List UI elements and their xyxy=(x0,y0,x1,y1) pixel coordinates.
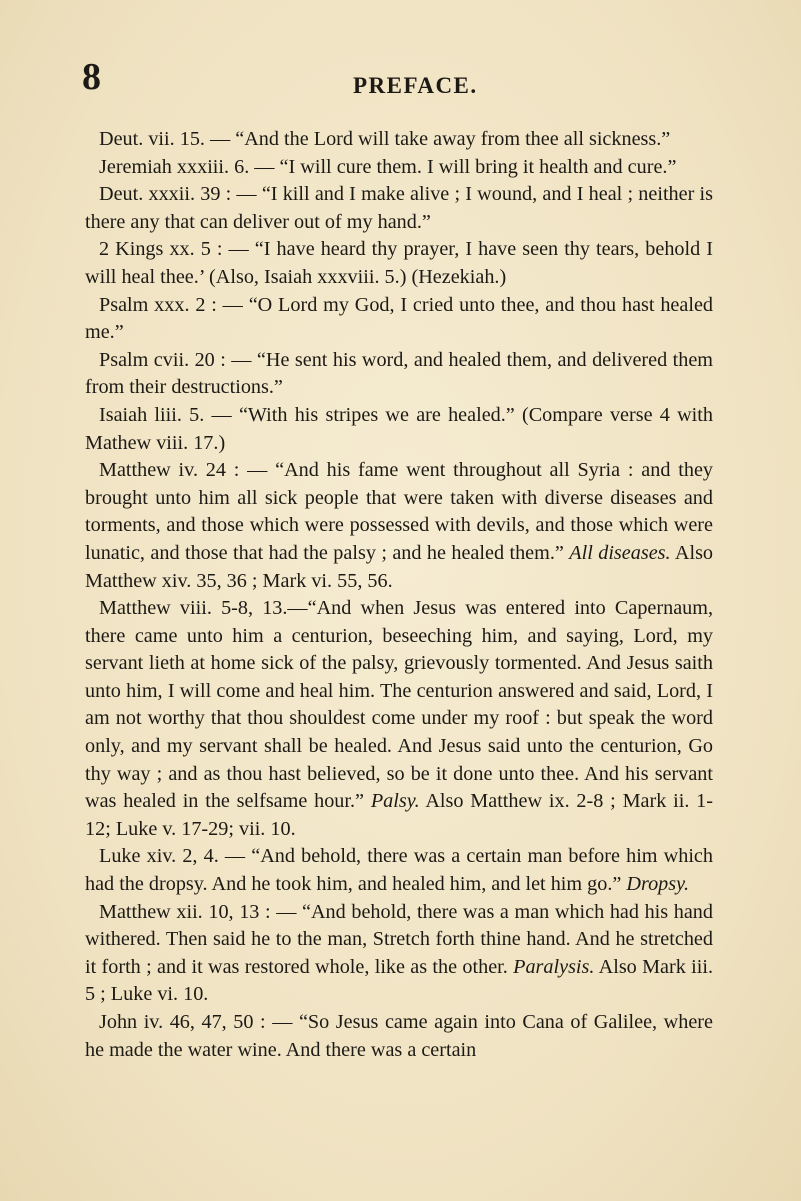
entry-deut-vii xyxy=(85,126,713,154)
entry-text: Deut. xxxii. 39 : — “I kill and I make alive ; I wound, and I heal ; neither is there any that can deliver out of my hand.” xyxy=(85,183,713,233)
entry-note: Dropsy. xyxy=(626,873,690,896)
entry-text: John iv. 46, 47, 50 : — “So Jesus came again into Cana of Galilee, where he made the water wine. And there was a certain xyxy=(85,1011,713,1061)
entry-jeremiah-xxxiii xyxy=(85,154,713,182)
entry-text: Matthew xii. 10, 13 : — “And behold, there was a man which had his hand withered. Then said he to the man, Stretch forth thine hand. And he stretched it forth ; and it was restored whole, like as the other. xyxy=(85,900,713,978)
entry-text: 2 Kings xx. 5 : — “I have heard thy prayer, I have seen thy tears, behold I will heal thee.’ (Also, Isaiah xxxviii. 5.) (Hezekiah.) xyxy=(85,238,713,288)
entry-isaiah-liii xyxy=(85,402,713,457)
entry-text: Matthew iv. 24 : — “And his fame went throughout all Syria : and they brought unto him all sick people that were taken with diverse diseases and torments, and those which were possessed with devils, and those which were lunatic, and those that had the palsy ; and he healed them.” xyxy=(85,459,713,564)
page-number: 8 xyxy=(82,56,101,98)
body-text xyxy=(85,126,713,1064)
entry-text: Jeremiah xxxiii. 6. — “I will cure them. I will bring it health and cure.” xyxy=(99,155,677,178)
entry-note: Paralysis. xyxy=(513,955,595,978)
entry-note: All diseases. xyxy=(569,541,671,564)
entry-text: Psalm cvii. 20 : — “He sent his word, and healed them, and delivered them from their destructions.” xyxy=(85,348,713,399)
entry-text: Luke xiv. 2, 4. — “And behold, there was a certain man before him which had the dropsy. And he took him, and healed him, and let him go.” xyxy=(85,845,713,896)
entry-note: Palsy. xyxy=(370,790,420,813)
entry-psalm-xxx xyxy=(85,292,713,347)
entry-john-iv xyxy=(85,1009,713,1064)
entry-matthew-xii xyxy=(85,899,713,1009)
entry-luke-xiv xyxy=(85,843,713,898)
entry-after: Also Matthew xiv. 35, 36 ; Mark vi. 55, 56. xyxy=(85,541,714,592)
entry-text: Psalm xxx. 2 : — “O Lord my God, I cried unto thee, and thou hast healed me.” xyxy=(85,293,713,344)
running-head: PREFACE. xyxy=(353,73,478,98)
entry-2-kings-xx xyxy=(85,236,713,291)
entry-matthew-iv xyxy=(85,457,713,595)
entry-text: Matthew viii. 5-8, 13.—“And when Jesus was entered into Capernaum, there came unto him a centurion, beseeching him, and saying, Lord, my servant lieth at home sick of the palsy, grievously tormented. And Jesus saith unto him, I will come and heal him. The centurion answered and said, Lord, I am not worthy that thou shouldest come under my roof : but speak the word only, and my servant shall be healed. And Jesus said unto the centurion, Go thy way ; and as thou hast believed, so be it done unto thee. And his servant was healed in the selfsame hour.” xyxy=(85,597,713,813)
entry-text: Deut. vii. 15. — “And the Lord will take away from thee all sickness.” xyxy=(99,128,671,150)
entry-after: Also Matthew ix. 2-8 ; Mark ii. 1-12; Luke v. 17-29; vii. 10. xyxy=(85,790,713,840)
entry-matthew-viii xyxy=(85,595,713,843)
entry-psalm-cvii xyxy=(85,347,713,402)
entry-text: Isaiah liii. 5. — “With his stripes we are healed.” (Compare verse 4 with Mathew viii. 17.) xyxy=(85,403,713,454)
entry-deut-xxxii xyxy=(85,181,713,236)
entry-after: Also Mark iii. 5 ; Luke vi. 10. xyxy=(85,955,713,1006)
